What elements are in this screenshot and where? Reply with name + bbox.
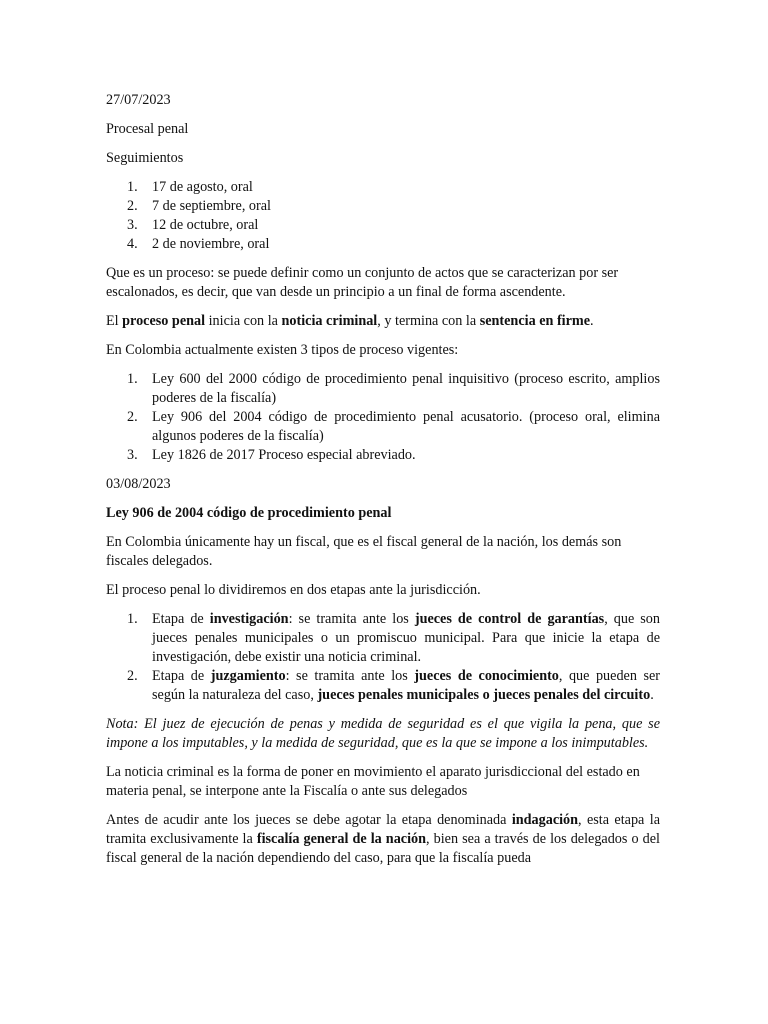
date-entry-2: 03/08/2023 <box>106 476 171 492</box>
text-run: Etapa de <box>152 668 211 684</box>
text-run: , esta etapa la tramita exclusivamente la <box>106 812 660 847</box>
list-number: 2. <box>127 409 138 425</box>
fiscal-paragraph: En Colombia únicamente hay un fiscal, que es el fiscal general de la nación, los demás son fiscales delegados. <box>106 534 622 569</box>
bold-term: jueces de control de garantías <box>414 611 605 627</box>
text-run: , bien sea a través de los delegados o del fiscal general de la nación dependiendo del caso, para que la fiscalía pueda <box>106 831 660 866</box>
etapas-intro: El proceso penal lo dividiremos en dos etapas ante la jurisdicción. <box>106 582 481 598</box>
seguimientos-list <box>106 178 660 254</box>
list-item-text: Ley 906 del 2004 código de procedimiento penal acusatorio. (proceso oral, elimina algunos poderes de la fiscalía) <box>152 409 660 444</box>
bold-term: proceso penal <box>122 313 206 329</box>
list-number: 1. <box>127 371 138 387</box>
etapas-list <box>106 610 660 705</box>
list-item-text: 17 de agosto, oral <box>152 179 253 195</box>
text-run: El <box>106 313 123 329</box>
list-item <box>106 197 660 216</box>
list-item <box>106 667 660 705</box>
section-heading-text: Ley 906 de 2004 código de procedimiento penal <box>106 505 392 521</box>
list-number: 2. <box>127 668 138 684</box>
list-item <box>106 408 660 446</box>
list-item <box>106 610 660 667</box>
list-item <box>106 370 660 408</box>
list-item <box>106 235 660 254</box>
list-item-text: Ley 600 del 2000 código de procedimiento penal inquisitivo (proceso escrito, amplios poderes de la fiscalía) <box>152 371 660 406</box>
tipos-list <box>106 370 660 465</box>
section-heading <box>106 504 660 523</box>
text-run: . <box>650 687 654 703</box>
date-entry-1: 27/07/2023 <box>106 92 171 108</box>
text-run: : se tramita ante los <box>288 611 415 627</box>
bold-term: investigación <box>209 611 289 627</box>
proceso-penal-paragraph <box>106 312 660 331</box>
list-number: 3. <box>127 447 138 463</box>
text-run: Etapa de <box>152 611 210 627</box>
text-run: inicia con la <box>205 313 282 329</box>
list-item-text: 12 de octubre, oral <box>152 217 259 233</box>
text-run: , y termina con la <box>377 313 480 329</box>
noticia-paragraph: La noticia criminal es la forma de poner en movimiento el aparato jurisdiccional del estado en materia penal, se interpone ante la Fiscalía o ante sus delegados <box>106 764 640 799</box>
bold-term: noticia criminal <box>281 313 378 329</box>
text-run: : se tramita ante los <box>285 668 415 684</box>
list-item <box>106 178 660 197</box>
colombia-tipos-paragraph: En Colombia actualmente existen 3 tipos de proceso vigentes: <box>106 342 459 358</box>
list-number: 1. <box>127 611 138 627</box>
bold-term: indagación <box>511 812 579 828</box>
list-item <box>106 446 660 465</box>
list-number: 4. <box>127 236 138 252</box>
text-run: . <box>590 313 594 329</box>
nota-paragraph: Nota: El juez de ejecución de penas y medida de seguridad es el que vigila la pena, que se impone a los imputables, y la medida de seguridad, que es la que se impone a los inimputables. <box>106 716 660 751</box>
bold-term: jueces penales municipales o jueces penales del circuito <box>317 687 651 703</box>
subject-title: Procesal penal <box>106 121 189 137</box>
list-item-text <box>152 610 660 667</box>
text-run: , que son jueces penales municipales o un promiscuo municipal. Para que inicie la etapa de investigación, debe existir una noticia criminal. <box>152 611 660 665</box>
antes-paragraph <box>106 811 660 868</box>
seguimientos-title: Seguimientos <box>106 150 184 166</box>
list-number: 3. <box>127 217 138 233</box>
list-number: 2. <box>127 198 138 214</box>
list-number: 1. <box>127 179 138 195</box>
bold-term: juzgamiento <box>210 668 286 684</box>
list-item-text: 7 de septiembre, oral <box>152 198 271 214</box>
document-body <box>106 91 660 878</box>
text-run: Antes de acudir ante los jueces se debe agotar la etapa denominada <box>106 812 512 828</box>
list-item-text: Ley 1826 de 2017 Proceso especial abreviado. <box>152 447 416 463</box>
bold-term: fiscalía general de la nación <box>256 831 427 847</box>
text-run: , que pueden ser según la naturaleza del caso, <box>152 668 660 703</box>
bold-term: sentencia en firme <box>479 313 591 329</box>
list-item-text: 2 de noviembre, oral <box>152 236 270 252</box>
bold-term: jueces de conocimiento <box>414 668 559 684</box>
list-item <box>106 216 660 235</box>
que-es-paragraph: Que es un proceso: se puede definir como un conjunto de actos que se caracterizan por ser escalonados, es decir, que van desde un principio a un final de forma ascendente. <box>106 265 619 300</box>
list-item-text <box>152 667 660 705</box>
